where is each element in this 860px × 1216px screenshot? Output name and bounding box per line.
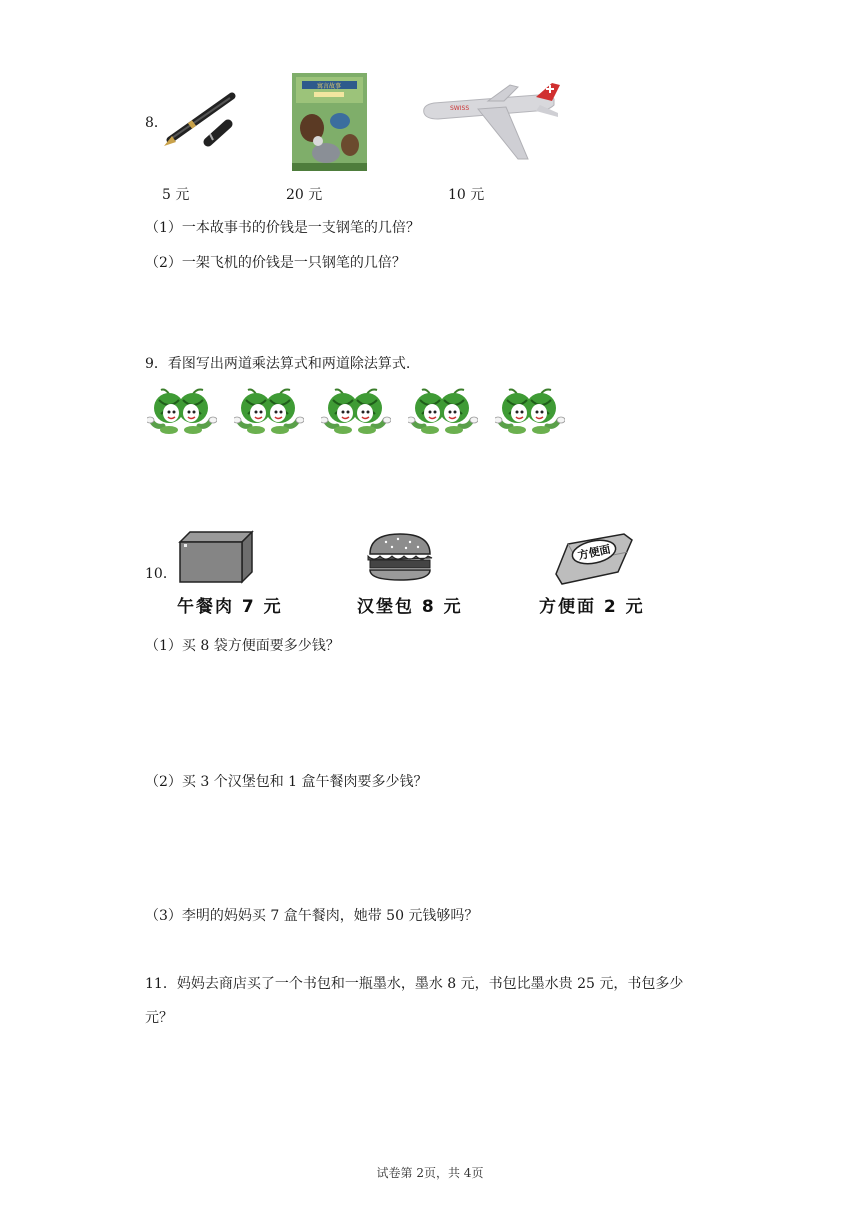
question-10-number: 10．: [145, 566, 177, 582]
noodle-pack-text: 方便面: [576, 542, 612, 563]
hamburger-price-label: 汉堡包 8 元: [357, 597, 463, 617]
luncheon-meat-price-label: 午餐肉 7 元: [177, 597, 283, 617]
watermelon-pair-2: [234, 388, 304, 436]
fountain-pen-image: [160, 88, 242, 150]
q10-subquestion-2: （2）买 3 个汉堡包和 1 盒午餐肉要多少钱？: [145, 774, 428, 790]
question-11-line-1: 11．妈妈去商店买了一个书包和一瓶墨水，墨水 8 元，书包比墨水贵 25 元，书包多少: [145, 976, 684, 992]
book-cover-title: 寓言故事: [316, 83, 342, 90]
q8-subquestion-1: （1）一本故事书的价钱是一支钢笔的几倍？: [145, 220, 420, 236]
story-book-image: [292, 73, 367, 171]
q10-subquestion-1: （1）买 8 袋方便面要多少钱？: [145, 638, 340, 654]
price-pen: 5 元: [162, 187, 190, 203]
svg-text:SWISS: SWISS: [450, 105, 470, 112]
watermelon-pair-5: [495, 388, 565, 436]
hamburger-image: [364, 530, 436, 584]
instant-noodles-price-label: 方便面 2 元: [539, 597, 645, 617]
question-9-text: 9．看图写出两道乘法算式和两道除法算式.: [145, 356, 411, 372]
question-11-line-2: 元？: [145, 1010, 173, 1026]
q8-subquestion-2: （2）一架飞机的价钱是一只钢笔的几倍？: [145, 255, 406, 271]
q10-subquestion-3: （3）李明的妈妈买 7 盒午餐肉，她带 50 元钱够吗？: [145, 908, 479, 924]
page-footer: 试卷第 2页，共 4页: [376, 1166, 484, 1180]
watermelon-pair-1: [147, 388, 217, 436]
price-airplane: 10 元: [448, 187, 485, 203]
luncheon-meat-image: [176, 528, 256, 584]
airplane-image: [418, 83, 563, 163]
watermelon-pair-4: [408, 388, 478, 436]
question-8-number: 8．: [145, 115, 168, 131]
watermelon-pair-3: [321, 388, 391, 436]
watermelon-groups: [147, 388, 577, 438]
instant-noodles-image: [548, 530, 636, 586]
price-book: 20 元: [286, 187, 323, 203]
